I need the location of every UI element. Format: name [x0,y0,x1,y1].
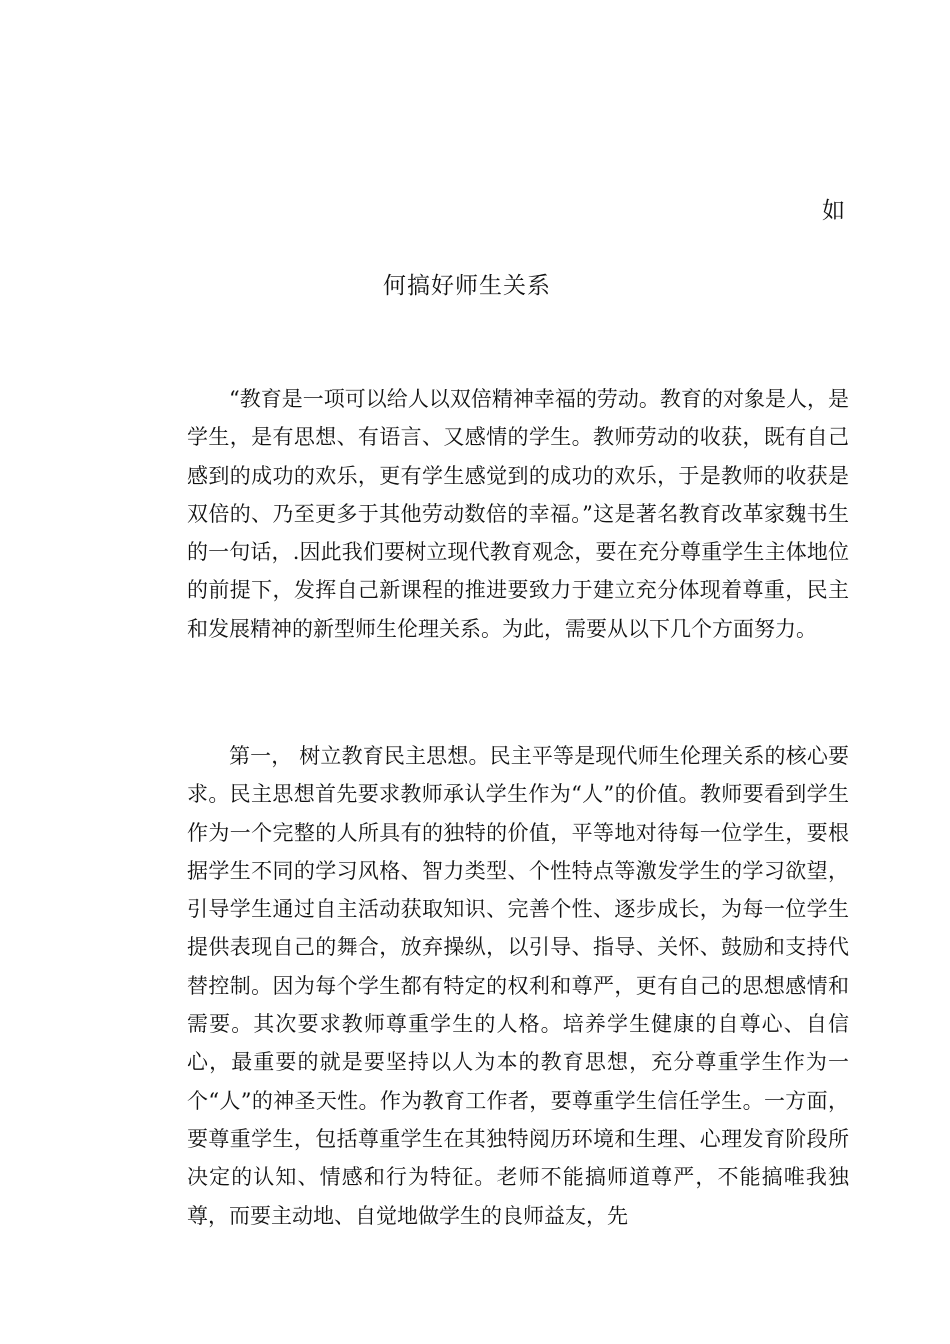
paragraph-first-point: 第一， 树立教育民主思想。民主平等是现代师生伦理关系的核心要求。民主思想首先要求教师承认学生作为“人”的价值。教师要看到学生作为一个完整的人所具有的独特的价值，平等地对待每一位学生，要根据学生不同的学习风格、智力类型、个性特点等激发学生的学习欲望，引导学生通过自主活动获取知识、完善个性、逐步成长，为每一位学生提供表现自己的舞合，放弃操纵，以引导、指导、关怀、鼓励和支持代替控制。因为每个学生都有特定的权利和尊严，更有自己的思想感情和需要。其次要求教师尊重学生的人格。培养学生健康的自尊心、自信心，最重要的就是要坚持以人为本的教育思想，充分尊重学生作为一个“人”的神圣天性。作为教育工作者，要尊重学生信任学生。一方面，要尊重学生，包括尊重学生在其独特阅历环境和生理、心理发育阶段所决定的认知、情感和行为特征。老师不能搞师道尊严，不能搞唯我独尊，而要主动地、自觉地做学生的良师益友，先 [187,744,849,1228]
title-first-char: 如 [822,198,845,224]
page-title: 何搞好师生关系 [383,273,551,299]
paragraph-intro: “教育是一项可以给人以双倍精神幸福的劳动。教育的对象是人，是学生，是有思想、有语言、又感情的学生。教师劳动的收获，既有自己感到的成功的欢乐，更有学生感觉到的成功的欢乐，于是教师的收获是双倍的、乃至更多于其他劳动数倍的幸福。”这是著名教育改革家魏书生的一句话，.因此我们要树立现代教育观念，要在充分尊重学生主体地位的前提下，发挥自己新课程的推进要致力于建立充分体现着尊重，民主和发展精神的新型师生伦理关系。为此，需要从以下几个方面努力。 [187,387,849,641]
